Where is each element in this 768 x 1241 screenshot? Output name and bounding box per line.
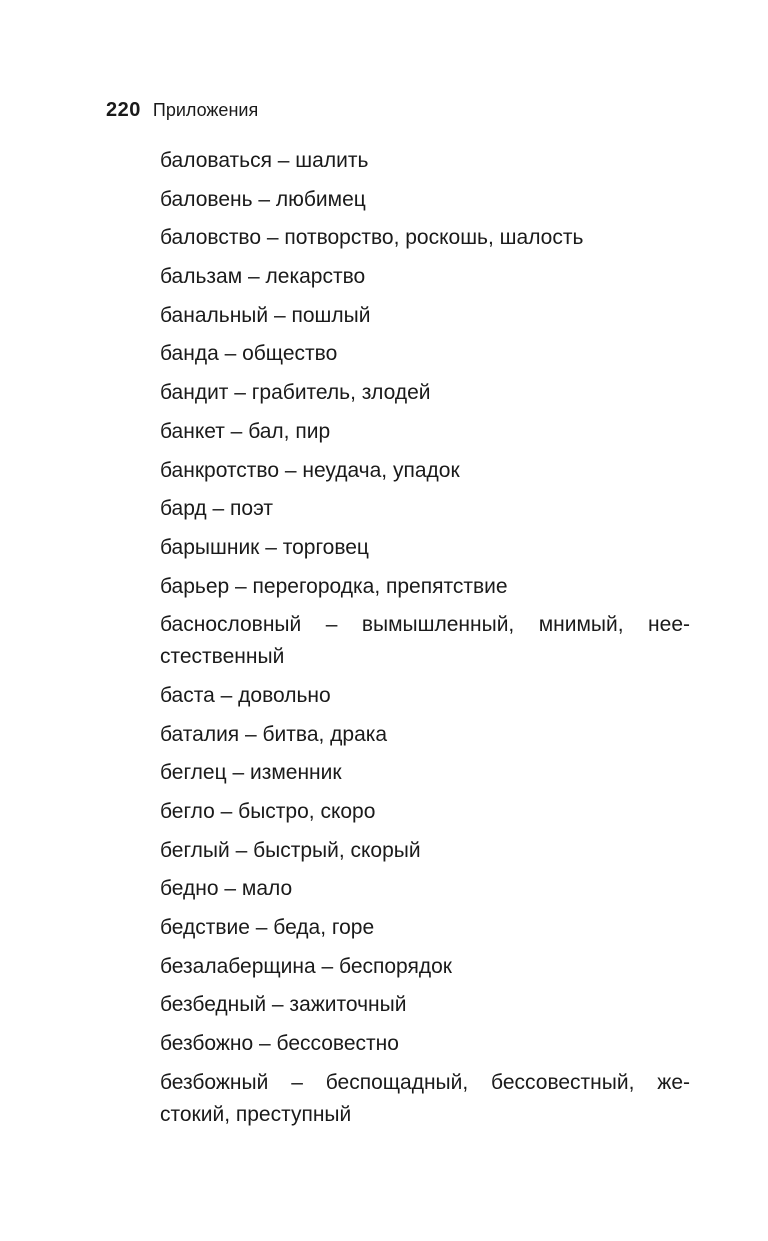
dictionary-entry: бегло – быстро, скоро: [160, 800, 376, 823]
entry-line: безбожный – беспощадный, бессовестный, же-: [160, 1070, 690, 1094]
dictionary-entry: бандит – грабитель, злодей: [160, 381, 431, 405]
dictionary-entry: безбожно – бессовестно: [160, 1032, 399, 1056]
dictionary-entry: безбедный – зажиточный: [160, 993, 407, 1017]
dictionary-entry: барьер – перегородка, препятствие: [160, 574, 508, 598]
page-number: 220: [106, 99, 141, 121]
dictionary-entry: барышник – торговец: [160, 535, 369, 559]
dictionary-entries: [160, 145, 690, 1138]
entry-line: баснословный – вымышленный, мнимый, нее-: [160, 613, 690, 637]
dictionary-entry: банда – общество: [160, 342, 338, 366]
page-header: [106, 99, 258, 122]
dictionary-entry: беглец – изменник: [160, 761, 342, 785]
dictionary-entry: баталия – битва, драка: [160, 722, 388, 746]
dictionary-entry: бедно – мало: [160, 877, 293, 901]
dictionary-entry: баста – довольно: [160, 683, 331, 707]
dictionary-entry: бальзам – лекарство: [160, 265, 366, 289]
section-title: Приложения: [152, 100, 259, 120]
dictionary-entry: баловень – любимец: [160, 187, 366, 211]
dictionary-entry: безалаберщина – беспорядок: [160, 954, 452, 978]
dictionary-entry: бард – поэт: [160, 497, 273, 521]
dictionary-entry: баловство – потворство, роскошь, шалость: [160, 226, 584, 250]
dictionary-entry: баловаться – шалить: [160, 149, 369, 172]
dictionary-entry: беглый – быстрый, скорый: [160, 838, 421, 862]
entry-line: стественный: [160, 645, 285, 669]
entry-line: стокий, преступный: [160, 1102, 352, 1126]
dictionary-entry: банальный – пошлый: [160, 303, 371, 327]
dictionary-entry: бедствие – беда, горе: [160, 916, 375, 940]
dictionary-entry-multiline: [160, 609, 690, 673]
dictionary-entry-multiline: [160, 1067, 690, 1131]
dictionary-entry: банкротство – неудача, упадок: [160, 458, 460, 482]
dictionary-entry: банкет – бал, пир: [160, 419, 331, 443]
